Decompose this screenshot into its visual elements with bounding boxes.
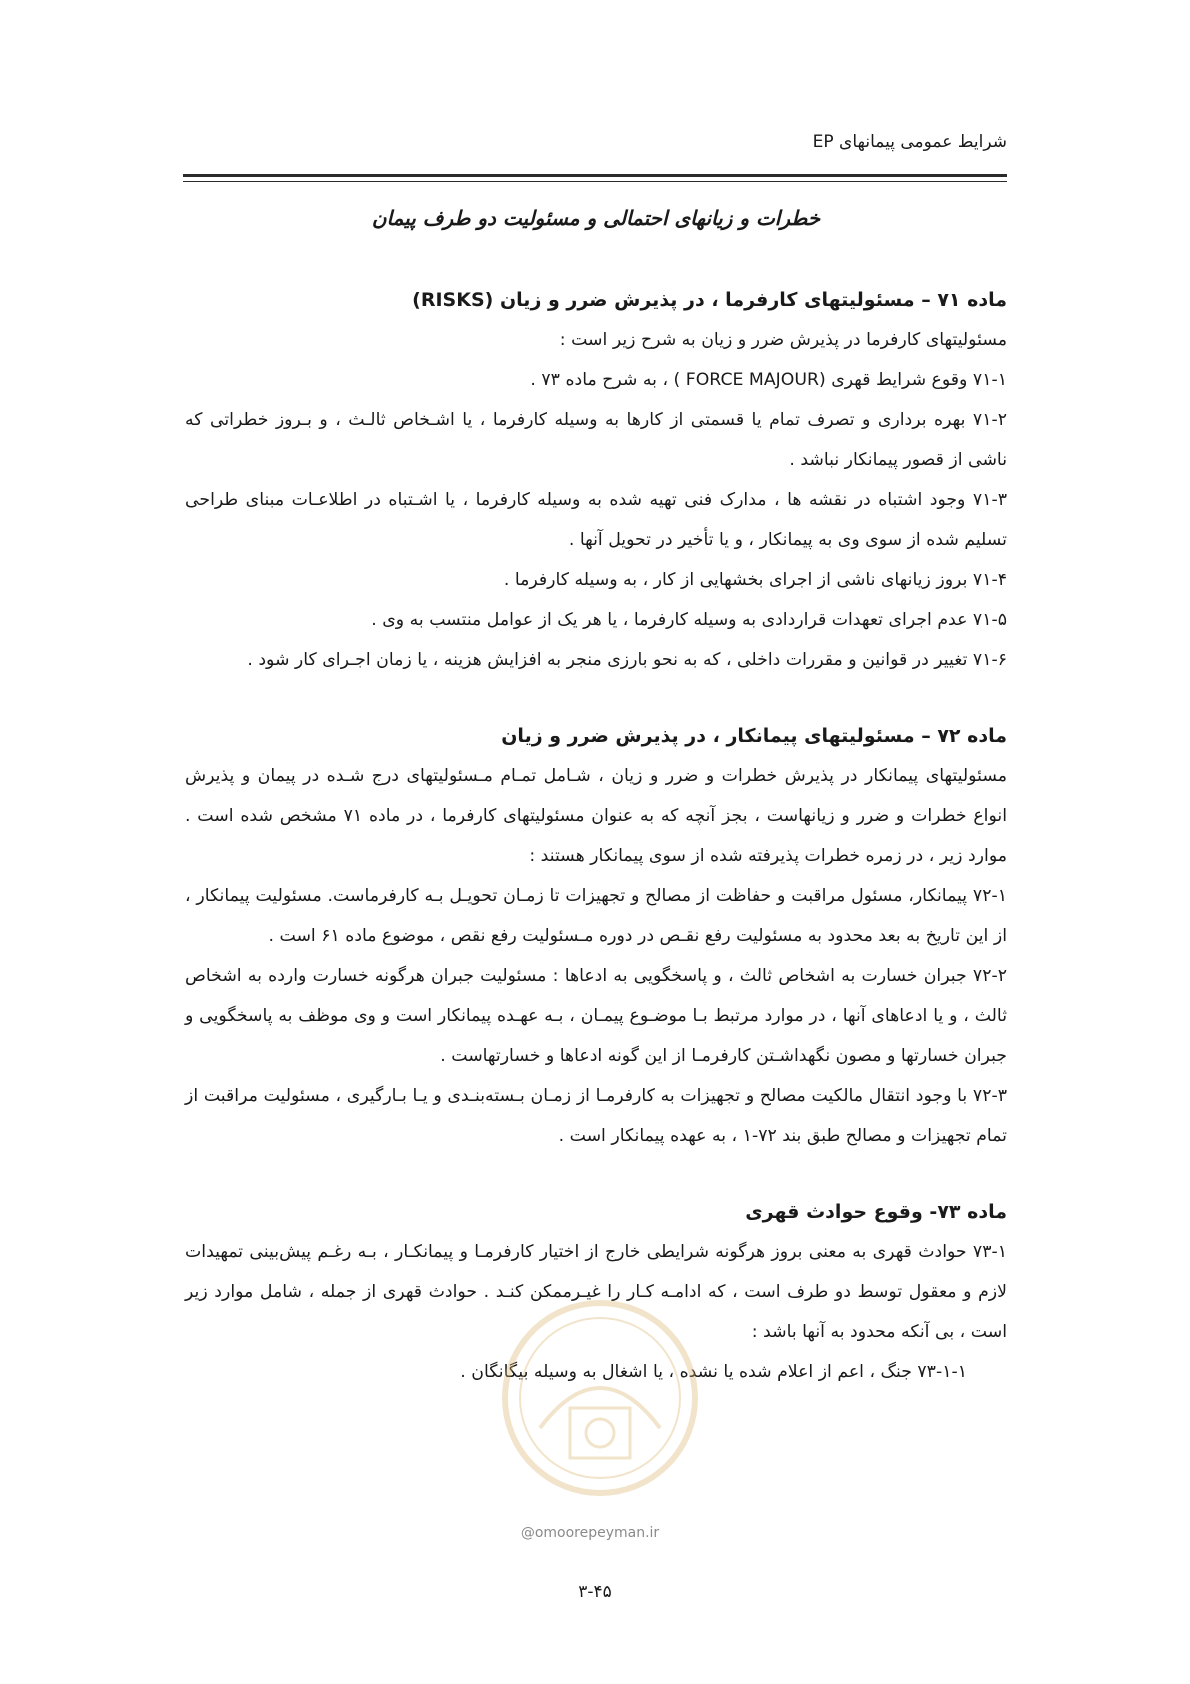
header-rule-thick: [183, 174, 1007, 177]
article-72-title: ماده ۷۲ – مسئولیتهای پیمانکار ، در پذیرش ضرر و زیان: [501, 725, 1007, 747]
header-rule-thin: [183, 181, 1007, 182]
article-71-item-5: ۷۱-۵ عدم اجرای تعهدات قراردادی به وسیله کارفرما ، یا هر یک از عوامل منتسب به وی .: [371, 610, 1007, 630]
article-71-item-4: ۷۱-۴ بروز زیانهای ناشی از اجرای بخشهایی از کار ، به وسیله کارفرما .: [503, 570, 1007, 590]
chapter-title: خطرات و زیانهای احتمالی و مسئولیت دو طرف پیمان: [371, 206, 821, 230]
watermark-logo: [500, 1288, 700, 1538]
article-72-item-1: ۷۲-۱ پیمانکار، مسئول مراقبت و حفاظت از مصالح و تجهیزات تا زمـان تحویـل بـه کارفرماست. مسئولیت پیمانکار ، از این تاریخ به بعد محدود به مسئولیت رفع نقـص در دوره مـسئولیت رفع نقص ، موضوع ماده ۶۱ است .: [185, 886, 1007, 946]
article-71: [185, 280, 1007, 680]
article-71-intro: مسئولیتهای کارفرما در پذیرش ضرر و زیان به شرح زیر است :: [559, 330, 1007, 350]
document-body: [185, 280, 1007, 1428]
article-71-item-3: ۷۱-۳ وجود اشتباه در نقشه ها ، مدارک فنی تهیه شده به وسیله کارفرما ، یا اشـتباه در اطلاعـات مبنای طراحی تسلیم شده از سوی وی به پیمانکار ، و یا تأخیر در تحویل آنها .: [185, 490, 1007, 550]
article-72-intro: مسئولیتهای پیمانکار در پذیرش خطرات و ضرر و زیان ، شـامل تمـام مـسئولیتهای درج شـده در پیمان و پذیرش انواع خطرات و ضرر و زیانهاست ، بجز آنچه که به عنوان مسئولیتهای کارفرما ، در ماده ۷۱ مشخص شده است . موارد زیر ، در زمره خطرات پذیرفته شده از سوی پیمانکار هستند :: [185, 766, 1007, 866]
article-71-item-6: ۷۱-۶ تغییر در قوانین و مقررات داخلی ، که به نحو بارزی منجر به افزایش هزینه ، یا زمان اجـرای کار شود .: [247, 650, 1007, 670]
article-72-item-2: ۷۲-۲ جبران خسارت به اشخاص ثالث ، و پاسخگویی به ادعاها : مسئولیت جبران هرگونه خسارت وارده به اشخاص ثالث ، و یا ادعاهای آنها ، در موارد مرتبط بـا موضـوع پیمـان ، بـه عهـده پیمانکار است و وی موظف به پاسخگویی و جبران خسارتها و مصون نگهداشـتن کارفرمـا از این گونه ادعاها و خسارتهاست .: [185, 966, 1007, 1066]
article-71-item-2: ۷۱-۲ بهره برداری و تصرف تمام یا قسمتی از کارها به وسیله کارفرما ، یا اشـخاص ثالـث ، و بـروز خطراتی که ناشی از قصور پیمانکار نباشد .: [185, 410, 1007, 470]
article-71-title: ماده ۷۱ – مسئولیتهای کارفرما ، در پذیرش ضرر و زیان (RISKS): [412, 289, 1007, 311]
watermark-handle: @omoorepeyman.ir: [520, 1525, 660, 1541]
article-71-item-1: ۷۱-۱ وقوع شرایط قهری (FORCE MAJOUR ) ، به شرح ماده ۷۳ .: [530, 370, 1007, 390]
page-number: ۳-۴۵: [578, 1582, 612, 1602]
article-73-item-1: ۷۳-۱ حوادث قهری به معنی بروز هرگونه شرایطی خارج از اختیار کارفرمـا و پیمانکـار ، بـه رغـم پیش‌بینی تمهیدات لازم و معقول توسط دو طرف است ، که ادامـه کـار را غیـرممکن کنـد . حوادث قهری از جمله ، شامل موارد زیر است ، بی آنکه محدود به آنها باشد :: [185, 1242, 1007, 1342]
article-72: [185, 716, 1007, 1156]
article-72-item-3: ۷۲-۳ با وجود انتقال مالکیت مصالح و تجهیزات به کارفرمـا از زمـان بـسته‌بنـدی و یـا بـارگیری ، مسئولیت مراقبت از تمام تجهیزات و مصالح طبق بند ۷۲-۱ ، به عهده پیمانکار است .: [185, 1086, 1007, 1146]
page-header: شرایط عمومی پیمانهای EP: [812, 132, 1007, 152]
article-73-title: ماده ۷۳- وقوع حوادث قهری: [745, 1201, 1007, 1223]
article-73-subitem-1: ۷۳-۱-۱ جنگ ، اعم از اعلام شده یا نشده ، یا اشغال به وسیله بیگانگان .: [460, 1362, 967, 1382]
